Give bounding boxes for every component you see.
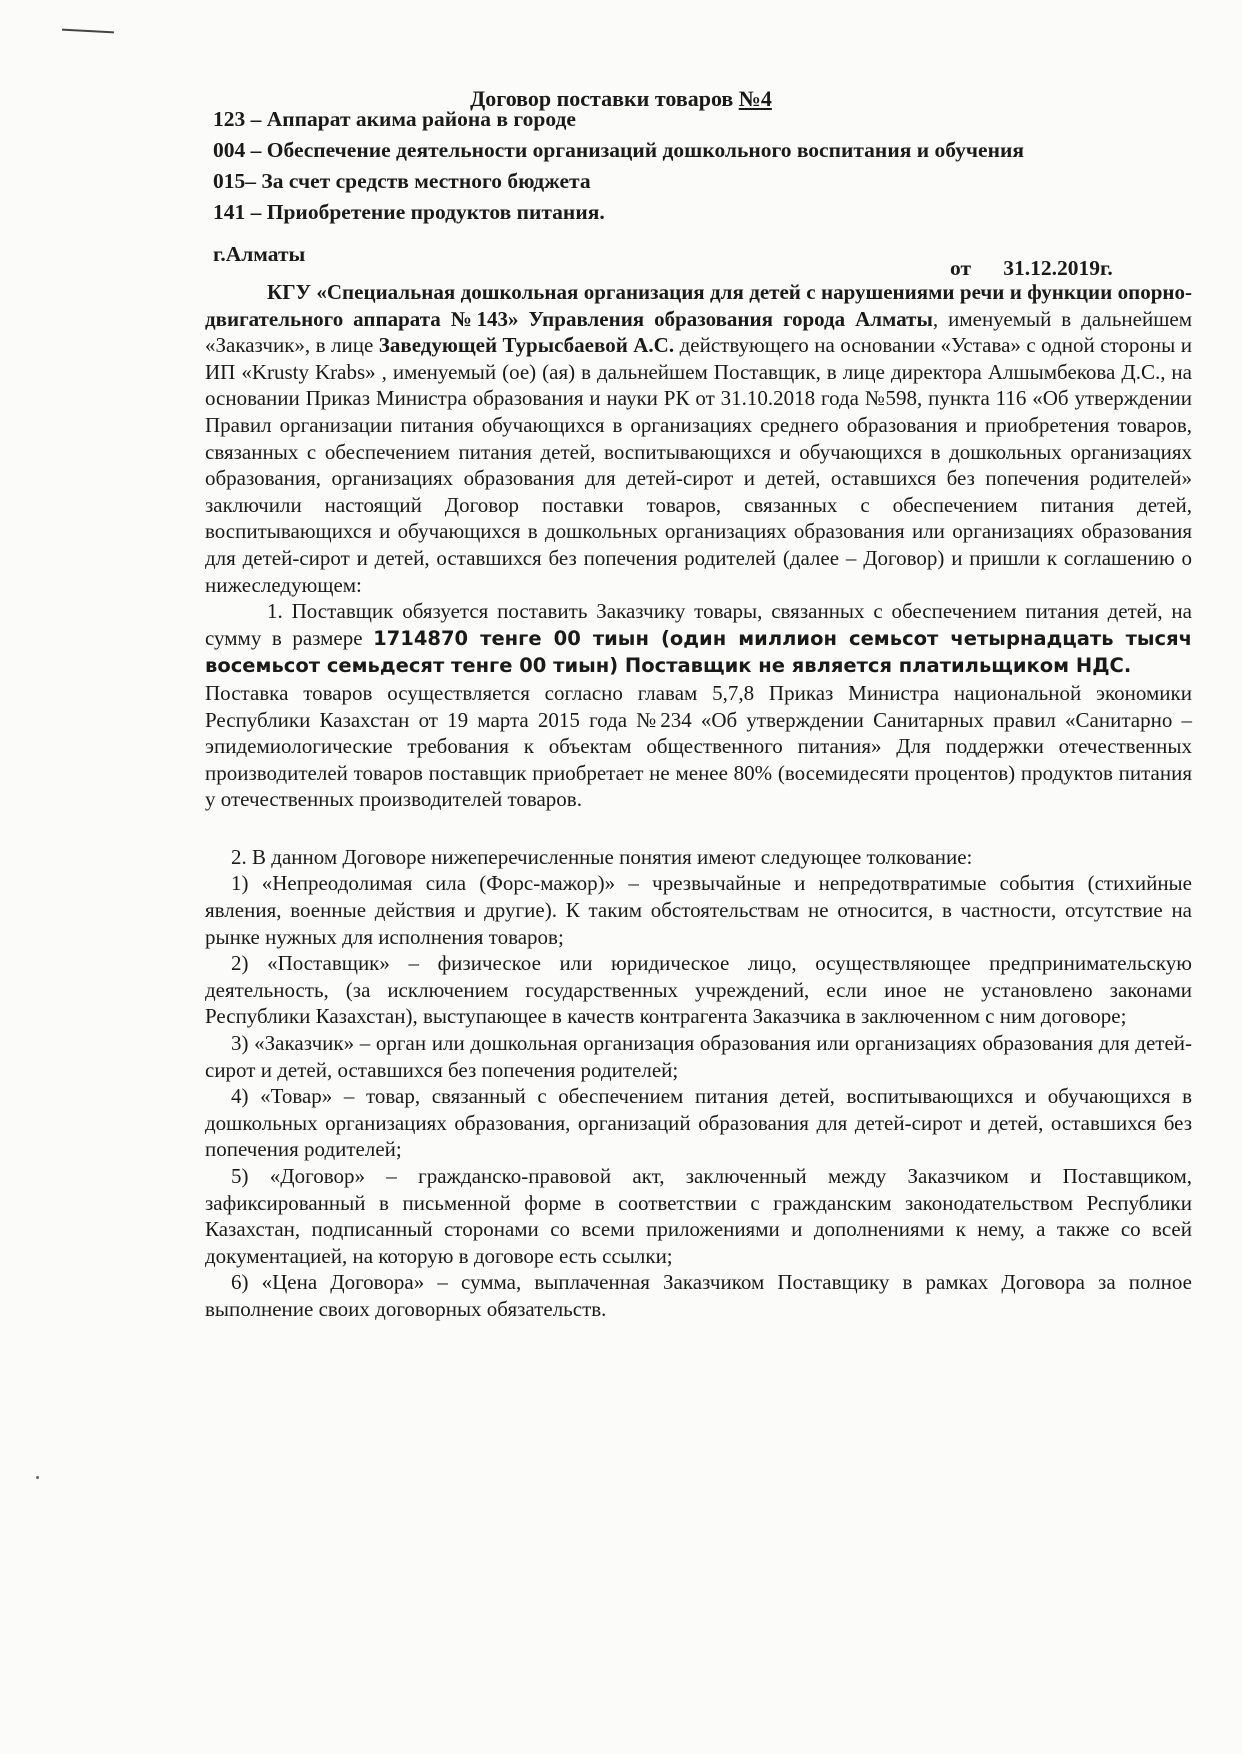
contract-place: г.Алматы: [213, 242, 306, 266]
title-text: Договор поставки товаров: [470, 86, 739, 111]
contract-amount: 1714870 тенге 00 тиын (один миллион семьсот четырнадцать тысяч восемьсот семьдесят тенге 00 тиын) Поставщик не является платильщиком НДС.: [205, 626, 1192, 678]
definition-item: 5) «Договор» – гражданско-правовой акт, заключенный между Заказчиком и Поставщиком, зафиксированный в письменной форме в соответствии с гражданским законодательством Республики Казахстан, подписанный сторонами со всеми приложениями и дополнениями к нему, а также со всей документацией, на которую в договоре есть ссылки;: [205, 1164, 1192, 1268]
definition-item: 6) «Цена Договора» – сумма, выплаченная Заказчиком Поставщику в рамках Договора за полное выполнение своих договорных обязательств.: [205, 1270, 1192, 1321]
clause-1-supply-terms: Поставка товаров осуществляется согласно главам 5,7,8 Приказ Министра национальной экономики Республики Казахстан от 19 марта 2015 года №234 «Об утверждении Санитарных правил «Санитарно –эпидемиологические требования к объектам общественного питания» Для поддержки отечественных производителей товаров поставщик приобретает не менее 80% (восемидесяти процентов) продуктов питания у отечественных производителей товаров.: [205, 680, 1192, 812]
clause-1-text: 1. Поставщик обязуется поставить Заказчику товары, связанных с обеспечением питания детей, на сумму в размере: [205, 599, 1192, 650]
definition-item: 3) «Заказчик» – орган или дошкольная организация образования или организациях образования для детей-сирот и детей, оставшихся без попечения родителей;: [205, 1031, 1192, 1082]
contract-date: от 31.12.2019г.: [950, 256, 1113, 280]
budget-codes: [213, 104, 1203, 228]
budget-code-line: 015– За счет средств местного бюджета: [213, 169, 591, 193]
contract-number: №4: [738, 86, 772, 111]
definition-item: 4) «Товар» – товар, связанный с обеспечением питания детей, воспитывающихся и обучающихся в дошкольных организациях образования, организаций образования для детей-сирот и детей, оставшихся без попечения родителей;: [205, 1084, 1192, 1162]
preamble-text: , именуемый в дальнейшем «Заказчик», в лице: [205, 306, 1192, 358]
scan-dot: [36, 1476, 39, 1479]
budget-code-line: 123 – Аппарат акима района в городе: [213, 107, 576, 131]
clause-1: [205, 598, 1192, 680]
customer-organization: КГУ «Специальная дошкольная организация для детей с нарушениями речи и функции опорно- двигательного аппарата №143» Управления образования города Алматы: [205, 280, 1192, 331]
contract-body: [205, 279, 1192, 1323]
preamble-paragraph: [205, 279, 1192, 598]
clause-2-intro: 2. В данном Договоре нижеперечисленные понятия имеют следующее толкование:: [231, 844, 973, 869]
scan-mark: [62, 29, 114, 34]
preamble-text: действующего на основании «Устава» с одной стороны и ИП «Krusty Krabs» , именуемый (ое) (ая) в дальнейшем Поставщик, в лице директора Алшымбекова Д.С., на основании Приказ Министра образования и науки РК от 31.10.2018 года №598, пункта 116 «Об утверждении Правил организации питания обучающихся в организациях среднего образования и приобретения товаров, связанных с обеспечением питания детей, воспитывающихся и обучающихся в дошкольных организациях образования, организациях образования для детей-сирот и детей, оставшихся без попечения родителей» заключили настоящий Договор поставки товаров, связанных с обеспечением питания детей, воспитывающихся и обучающихся в дошкольных организациях образования или организациях образования для детей-сирот и детей, оставшихся без попечения родителей (далее – Договор) и пришли к соглашению о нижеследующем:: [205, 333, 1192, 597]
customer-head: Заведующей Турысбаевой А.С.: [378, 333, 675, 358]
spacer: [205, 813, 1192, 844]
definition-item: 2) «Поставщик» – физическое или юридическое лицо, осуществляющее предпринимательскую деятельность, (за исключением государственных учреждений, если иное не установлено законами Республики Казахстан), выступающее в качеств контрагента Заказчика в заключенном с ним договоре;: [205, 951, 1192, 1029]
budget-code-line: 004 – Обеспечение деятельности организаций дошкольного воспитания и обучения: [213, 138, 1024, 162]
budget-code-line: 141 – Приобретение продуктов питания.: [213, 200, 605, 224]
definition-item: 1) «Непреодолимая сила (Форс-мажор)» – чрезвычайные и непредотвратимые события (стихийные явления, военные действия и другие). К таким обстоятельствам не относится, в частности, отсутствие на рынке нужных для исполнения товаров;: [205, 871, 1192, 949]
